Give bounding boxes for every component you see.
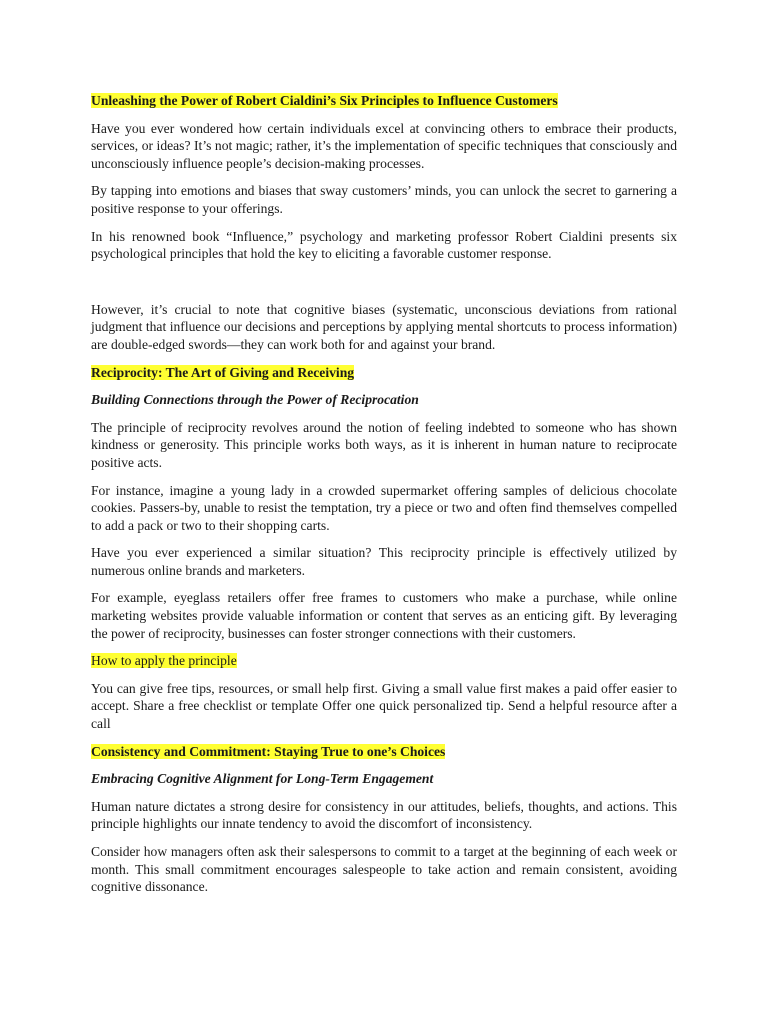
reciprocity-paragraph-3: Have you ever experienced a similar situation? This reciprocity principle is effectively utilized by numerous online brands and marketers. xyxy=(91,545,677,578)
apply-principle-paragraph: You can give free tips, resources, or small help first. Giving a small value first makes a paid offer easier to accept. Share a free checklist or template Offer one quick personalized tip. Send a helpful resource after a call xyxy=(91,680,677,732)
reciprocity-paragraph-2: For instance, imagine a young lady in a crowded supermarket offering samples of delicious chocolate cookies. Passers-by, unable to resist the temptation, try a piece or two and often find themselves compelled to add a pack or two to their shopping carts. xyxy=(91,482,677,533)
document-page xyxy=(91,92,677,906)
reciprocity-paragraph-4: For example, eyeglass retailers offer free frames to customers who make a purchase, while online marketing websites provide valuable information or content that serves as an enticing gift. By leveraging the power of reciprocity, businesses can foster stronger connections with their customers. xyxy=(91,590,677,641)
reciprocity-heading xyxy=(91,364,677,382)
intro-paragraph-1: Have you ever wondered how certain individuals excel at convincing others to embrace their products, services, or ideas? It’s not magic; rather, it’s the implementation of specific techniques that consciously and unconsciously influence people’s decision-making processes. xyxy=(91,120,677,171)
intro-paragraph-2: By tapping into emotions and biases that sway customers’ minds, you can unlock the secret to garnering a positive response to your offerings. xyxy=(91,183,677,216)
intro-paragraph-3: In his renowned book “Influence,” psychology and marketing professor Robert Cialdini presents six psychological principles that hold the key to eliciting a favorable customer response. xyxy=(91,228,677,262)
reciprocity-heading-text: Reciprocity: The Art of Giving and Receiving xyxy=(91,364,355,380)
consistency-subheading: Embracing Cognitive Alignment for Long-Term Engagement xyxy=(91,771,434,787)
apply-principle-heading-text: How to apply the principle xyxy=(91,653,237,669)
reciprocity-subheading: Building Connections through the Power of Reciprocation xyxy=(91,392,419,408)
blank-line xyxy=(91,273,677,301)
apply-principle-heading xyxy=(91,652,677,670)
consistency-paragraph-1: Human nature dictates a strong desire for consistency in our attitudes, beliefs, thoughts, and actions. This principle highlights our innate tendency to avoid the discomfort of inconsistency. xyxy=(91,798,677,832)
bias-note-paragraph: However, it’s crucial to note that cognitive biases (systematic, unconscious deviations from rational judgment that influence our decisions and perceptions by applying mental shortcuts to process information) are double-edged swords—they can work both for and against your brand. xyxy=(91,301,677,352)
reciprocity-paragraph-1: The principle of reciprocity revolves around the notion of feeling indebted to someone who has shown kindness or generosity. This principle works both ways, as it is inherent in human nature to reciprocate positive acts. xyxy=(91,419,677,470)
consistency-paragraph-2: Consider how managers often ask their salespersons to commit to a target at the beginning of each week or month. This small commitment encourages salespeople to take action and remain consistent, avoiding cognitive dissonance. xyxy=(91,844,677,895)
document-title-text: Unleashing the Power of Robert Cialdini’s Six Principles to Influence Customers xyxy=(91,93,558,108)
consistency-heading-text: Consistency and Commitment: Staying True to one’s Choices xyxy=(91,743,446,759)
consistency-heading xyxy=(91,743,677,761)
document-title xyxy=(91,92,677,110)
